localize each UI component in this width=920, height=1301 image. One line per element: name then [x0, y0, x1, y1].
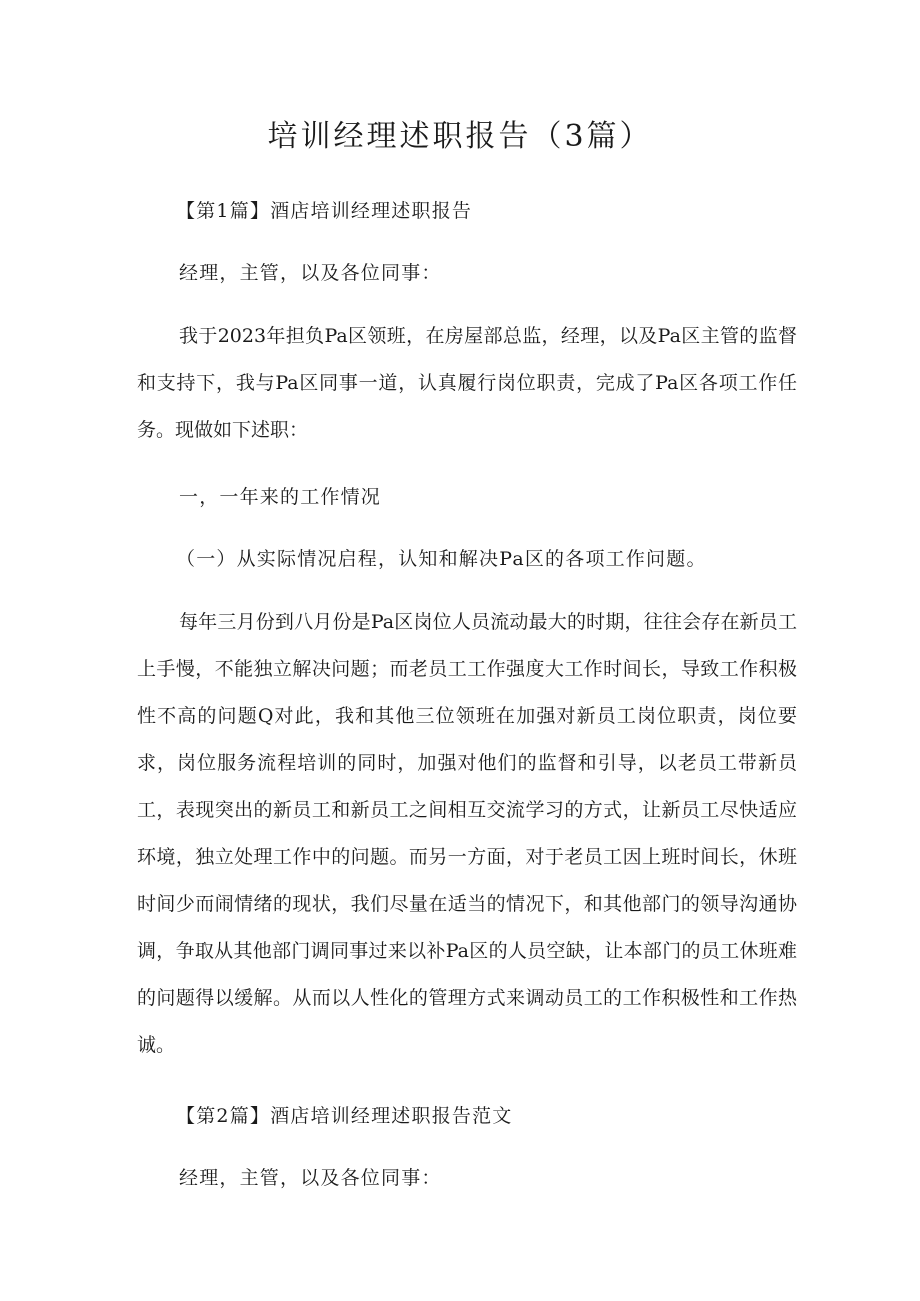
document-title: 培训经理述职报告（3篇） [267, 119, 653, 154]
section-1-subitem: （一）从实际情况启程，认知和解决Pa区的各项工作问题。 [176, 548, 707, 570]
section-1-intro-paragraph [137, 313, 797, 454]
section-1-body-paragraph [137, 599, 797, 1069]
section-1-subheading: 一，一年来的工作情况 [179, 486, 382, 508]
section-1-greeting: 经理，主管，以及各位同事： [179, 262, 442, 284]
section-1-heading: 【第1篇】酒店培训经理述职报告 [176, 200, 473, 222]
section-1-body-text: 每年三月份到八月份是Pa区岗位人员流动最大的时期，往往会存在新员工上手慢，不能独立解决问题；而老员工工作强度大工作时间长，导致工作积极性不高的问题Q对此，我和其他三位领班在加强对新员工岗位职责，岗位要求，岗位服务流程培训的同时，加强对他们的监督和引导，以老员工带新员工，表现突出的新员工和新员工之间相互交流学习的方式，让新员工尽快适应环境，独立处理工作中的问题。而另一方面，对于老员工因上班时间长，休班时间少而闹情绪的现状，我们尽量在适当的情况下，和其他部门的领导沟通协调，争取从其他部门调同事过来以补Pa区的人员空缺，让本部门的员工休班难的问题得以缓解。从而以人性化的管理方式来调动员工的工作积极性和工作热诚。 [137, 611, 797, 1056]
section-2-heading: 【第2篇】酒店培训经理述职报告范文 [176, 1105, 513, 1127]
section-1-intro-text: 我于2023年担负Pa区领班，在房屋部总监，经理，以及Pa区主管的监督和支持下，我与Pa区同事一道，认真履行岗位职责，完成了Pa区各项工作任务。现做如下述职： [137, 325, 797, 441]
section-2-greeting: 经理，主管，以及各位同事： [179, 1167, 442, 1189]
